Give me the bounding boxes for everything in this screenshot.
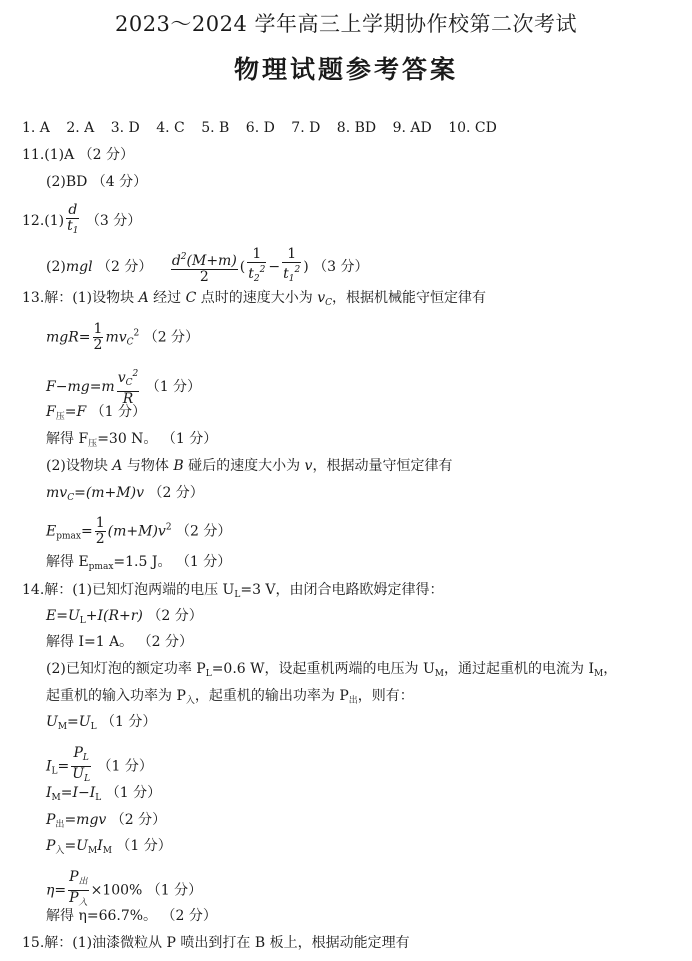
answer-4: 4. C <box>156 120 185 136</box>
q12-line1 <box>22 203 141 239</box>
q14-eq2: 解得 I=1 A。 （2 分） <box>46 634 193 650</box>
q13-eq2: F−mg=m $\frac{v_C^2}{R}$ （1 分） <box>46 369 202 407</box>
answer-6: 6. D <box>245 120 275 136</box>
q12-main-fraction <box>171 250 238 285</box>
q14-part2-line2: 起重机的输入功率为 $P_入$，起重机的输出功率为 $P_出$，则有： <box>46 688 414 706</box>
q14-eq6: $P_出=mgv$ （2 分） <box>46 812 167 830</box>
numerator: $d^2(M+m)$ <box>171 251 237 269</box>
answer-3: 3. D <box>110 120 140 136</box>
q12-fraction <box>66 203 79 239</box>
q14-eq8: η= $\frac{P_出}{P_入}$ ×100% （1 分） <box>46 869 203 908</box>
q12-part2: (2) <box>46 259 66 275</box>
q12-line2: (2)mgl （2 分） $\frac{d^2(M+m)}{2}$ ( $\frac{1}{t_2^2}$ − $\frac{1}{t_1^2}$ ) （3 分） <box>46 247 369 287</box>
q14-intro: 14.解：(1)已知灯泡两端的电压 $U_L=3$ V，由闭合电路欧姆定律得： <box>22 582 444 600</box>
q14-eq1: $E=U_L+I(R+r)$ （2 分） <box>46 608 203 626</box>
q11-line1 <box>22 145 134 165</box>
q11-line2 <box>46 172 147 192</box>
denominator: $t_1$ <box>67 218 79 236</box>
exam-title: 2023～2024 学年高三上学期协作校第二次考试 <box>114 12 578 36</box>
q12-frac-t1: $\frac{1}{t_1^2}$ <box>283 246 301 284</box>
numerator: d <box>66 203 79 219</box>
answer-2: 2. A <box>66 120 95 136</box>
q13-eq5: $mv_C=(m+M)v$ （2 分） <box>46 485 204 503</box>
q14-eq4: $I_L=$ $\frac{P_L}{U_L}$ （1 分） <box>46 745 153 784</box>
q11-score1: （2 分） <box>78 147 135 163</box>
answer-8: 8. BD <box>336 120 377 136</box>
q12-score1: （3 分） <box>85 213 142 229</box>
q14-eq3: $U_M=U_L$ （1 分） <box>46 714 157 732</box>
q13-eq3: $F_压=F$ （1 分） <box>46 404 146 422</box>
q11-number: 11. <box>22 147 45 163</box>
q14-eq7: $P_入=U_MI_M$ （1 分） <box>46 838 172 856</box>
answer-1: 1. A <box>22 120 50 136</box>
q15-intro: 15.解：(1)油漆微粒从 P 喷出到打在 B 板上，根据动能定理有 <box>22 935 410 951</box>
answer-5: 5. B <box>201 120 230 136</box>
q12-frac-t2: $\frac{1}{t_2^2}$ <box>248 246 266 284</box>
answer-10: 10. CD <box>448 120 497 136</box>
q13-eq6: $E_{pmax}=$ $\frac{1}{2}$ $(m+M)v^2$ （2 分） <box>46 515 232 547</box>
q12-number: 12. <box>22 213 45 229</box>
q13-eq1: mgR= $\frac{1}{2}$ $mv_C^2$ （2 分） <box>46 321 200 353</box>
q12-part1: (1) <box>44 213 65 229</box>
q12-formula: mgl <box>65 259 93 275</box>
q13-intro: 13.解：(1)设物块 A 经过 C 点时的速度大小为 $v_C$，根据机械能守恒定律有 <box>22 290 487 308</box>
q11-part1: (1)A <box>44 147 75 163</box>
answer-key-title: 物理试题参考答案 <box>233 55 458 84</box>
answer-9: 9. AD <box>392 120 432 136</box>
q11-part2: (2)BD <box>46 174 88 190</box>
q11-score2: （4 分） <box>91 174 148 190</box>
q12-score3: （3 分） <box>313 259 369 275</box>
choice-answers <box>22 118 497 138</box>
denominator: 2 <box>199 268 209 285</box>
q14-eq5: $I_M=I-I_L$ （1 分） <box>46 785 162 803</box>
q13-eq7: 解得 $E_{pmax}=1.5$ J。 （1 分） <box>46 554 232 572</box>
q13-eq4: 解得 $F_压=30$ N。 （1 分） <box>46 431 218 449</box>
answer-7: 7. D <box>291 120 321 136</box>
q12-score2: （2 分） <box>97 259 153 275</box>
q14-part2-line1: (2)已知灯泡的额定功率 $P_L=0.6$ W，设起重机两端的电压为 $U_M$，通过起重机的电流为 $I_M$， <box>46 661 618 679</box>
q14-eq9: 解得 η=66.7%。 （2 分） <box>46 908 217 924</box>
q13-part2: (2)设物块 A 与物体 B 碰后的速度大小为 v，根据动量守恒定律有 <box>46 458 453 474</box>
